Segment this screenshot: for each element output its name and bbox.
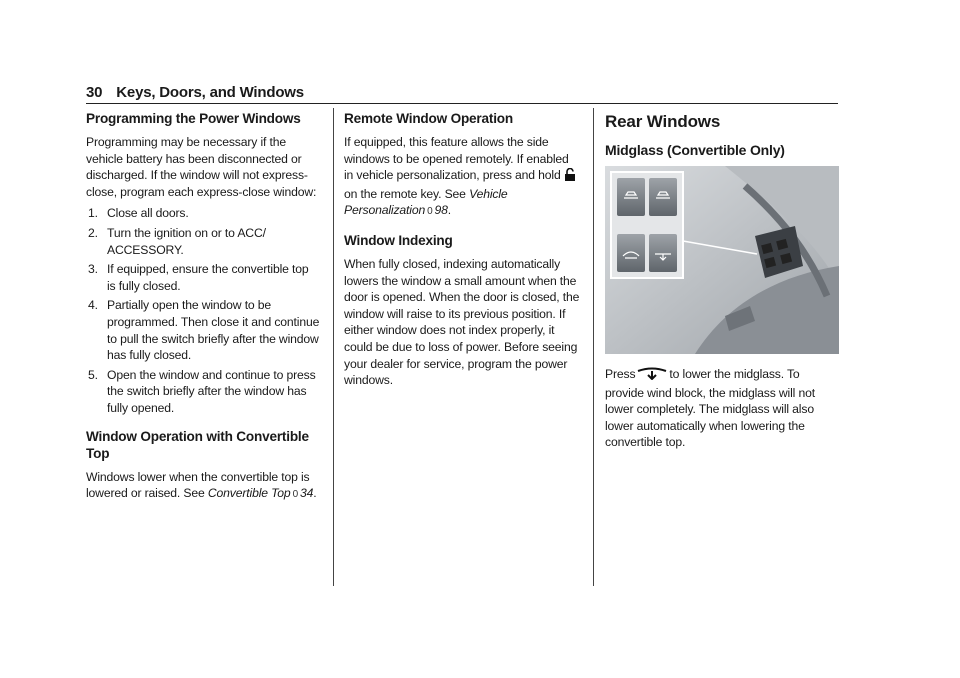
column-right — [605, 110, 839, 456]
step-text: Turn the ignition on or to ACC/ ACCESSORY. — [107, 225, 266, 257]
text: to lower the midglass. To provide wind block, the midglass will not lower completely. The midglass will also lower automatically when lowering the convertible top. — [605, 367, 815, 450]
text: Press — [605, 367, 636, 381]
column-divider — [593, 108, 594, 586]
section-title: Keys, Doors, and Windows — [116, 84, 304, 101]
column-divider — [333, 108, 334, 586]
paragraph-programming: Programming may be necessary if the vehicle battery has been disconnected or discharged. If the window will not express-close, program each express-close window: — [86, 135, 317, 199]
window-switch-photo — [605, 166, 839, 354]
column-middle — [344, 110, 580, 394]
unlock-key-icon — [564, 168, 576, 186]
text: on the remote key. See — [344, 186, 466, 201]
list-item — [86, 261, 320, 294]
list-item — [86, 205, 320, 222]
page-ref-icon: 0 — [427, 206, 433, 218]
text: Windows lower when the convertible top is lowered or raised. See — [86, 469, 310, 501]
page-number: 30 — [86, 84, 103, 101]
heading-indexing: Window Indexing — [344, 232, 453, 248]
link-convertible-top[interactable]: Convertible Top — [207, 486, 291, 501]
paragraph-midglass — [605, 366, 839, 451]
paragraph-convertible — [86, 469, 320, 504]
step-text: Close all doors. — [107, 206, 189, 221]
heading-remote: Remote Window Operation — [344, 111, 513, 126]
heading-programming: Programming the Power Windows — [86, 111, 301, 126]
step-text: Partially open the window to be programmed. Then close it and continue to pull the switch briefly after the window has fully closed. — [107, 298, 320, 363]
step-number: 4. — [88, 298, 98, 313]
steps-list — [86, 205, 320, 416]
page-ref-vehicle[interactable]: 98 — [434, 203, 448, 218]
step-text: If equipped, ensure the convertible top is fully closed. — [107, 262, 309, 293]
step-number: 5. — [88, 367, 98, 382]
step-number: 3. — [88, 262, 98, 277]
heading-rear-windows: Rear Windows — [605, 112, 721, 131]
page-header — [86, 84, 838, 104]
page-ref-convertible[interactable]: 34 — [299, 486, 314, 501]
midglass-lower-icon — [637, 367, 667, 385]
step-number: 1. — [88, 206, 98, 221]
text: If equipped, this feature allows the side windows to be opened remotely. If enabled in vehicle personalization, press and hold — [344, 135, 569, 183]
step-text: Open the window and continue to press the switch briefly after the window has fully opened. — [107, 367, 316, 415]
list-item — [86, 297, 320, 363]
link-vehicle-personalization[interactable]: Vehicle Personalization — [344, 186, 508, 218]
heading-convertible: Window Operation with Convertible Top — [86, 428, 309, 461]
column-left — [86, 110, 320, 509]
list-item — [86, 367, 320, 417]
paragraph-remote — [344, 134, 580, 221]
text: . — [447, 203, 452, 218]
text: . — [313, 486, 317, 501]
heading-midglass: Midglass (Convertible Only) — [605, 142, 785, 158]
page-ref-icon: 0 — [292, 489, 298, 501]
paragraph-indexing: When fully closed, indexing automatically lowers the window a small amount when the door is opened. When the door is closed, the window will raise to its previous position. If either window does not index properly, it could be due to loss of power. Before seeing your dealer for service, program the power windows. — [344, 256, 580, 388]
step-number: 2. — [88, 225, 98, 240]
list-item — [86, 225, 320, 258]
